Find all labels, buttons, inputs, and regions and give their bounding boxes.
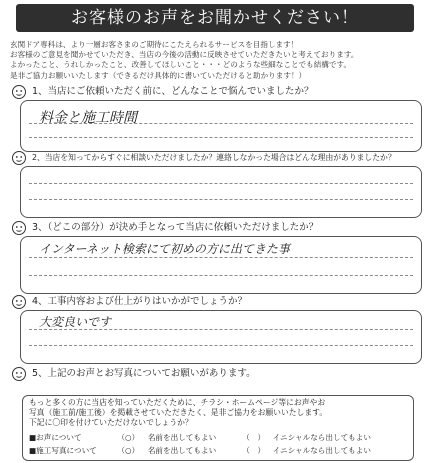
intro-line: お客様のご意見を聞かせていただき、当店の今後の活動に反映させていただきたいと考えております。 [10, 50, 359, 60]
option-label: ■施工写真について [29, 446, 97, 455]
intro-line: よかったこと、うれしかったこと、改善してほしいこと・・・どのような些細なことでも結構です。 [10, 60, 352, 70]
handwritten-answer: 料金と施工時間 [39, 110, 137, 126]
face-icon [10, 220, 28, 236]
option-label: ■お声について [29, 433, 82, 442]
consent-option-voice[interactable] [29, 432, 371, 443]
ruled-line [29, 275, 413, 276]
face-icon [10, 84, 28, 100]
question-label: 1、当店にご依頼いただく前に、どんなことで悩んでいましたか？ [32, 86, 314, 97]
question-5 [10, 366, 422, 382]
intro-line: 是非ご協力お願いいたします（できるだけ具体的に書いていただけると助かります！） [10, 70, 307, 80]
photo-consent-box [22, 395, 414, 461]
question-label: 2、当店を知ってからすぐに相談いただけましたか？連絡しなかった場合はどんな理由がありましたか？ [32, 153, 396, 162]
ruled-line [29, 345, 413, 346]
empty-mark[interactable]: （ ） [242, 433, 266, 442]
question-label: 3、（どこの部分）が決め手となって当店に依頼いただけましたか？ [32, 222, 319, 233]
empty-mark[interactable]: （ ） [242, 446, 266, 455]
ruled-line [29, 137, 413, 138]
page-title: お客様のお声をお聞かせください！ [16, 4, 414, 32]
option-choice: イニシャルなら出してもよい [272, 433, 371, 442]
handwritten-answer: 大変良いです [39, 315, 112, 329]
ruled-line [29, 329, 413, 330]
intro-text [10, 40, 422, 81]
question-label: 5、上記のお声とお写真についてお願いがあります。 [32, 368, 256, 379]
consent-option-photo[interactable] [29, 445, 371, 456]
answer-box[interactable] [20, 166, 422, 218]
ruled-line [29, 123, 413, 124]
ruled-line [29, 257, 413, 258]
option-choice: 名前を出してもよい [147, 446, 217, 455]
circle-mark[interactable]: （○） [117, 433, 140, 442]
question-2 [10, 150, 422, 218]
option-choice: イニシャルなら出してもよい [272, 446, 371, 455]
question-3 [10, 220, 422, 294]
ruled-line [29, 199, 413, 200]
request-line: 下記に〇印を付けていただけないでしょうか？ [29, 418, 193, 427]
intro-line: 玄関ドア専科は、より一層お客さまのご期待にこたえられるサービスを目指します！ [10, 40, 299, 49]
ruled-line [29, 183, 413, 184]
option-choice: 名前を出してもよい [147, 433, 217, 442]
request-line: 写真（施工前/施工後）を掲載させていただきたく、是非ご協力をお願いいたします。 [29, 408, 328, 417]
face-icon [10, 294, 28, 310]
face-icon [10, 150, 28, 166]
question-4 [10, 294, 422, 364]
request-line: もっと多くの方に当店を知っていただくために、チラシ・ホームページ等にお声やお [29, 398, 326, 407]
question-label: 4、工事内容および仕上がりはいかがでしょうか？ [32, 296, 248, 307]
answer-box[interactable] [20, 100, 422, 152]
answer-box[interactable] [20, 310, 422, 364]
face-icon [10, 366, 28, 382]
circle-mark[interactable]: （○） [117, 446, 140, 455]
question-1 [10, 84, 422, 152]
answer-box[interactable] [20, 236, 422, 294]
handwritten-answer: インターネット検索にて初めの方に出てきた事 [39, 242, 290, 256]
